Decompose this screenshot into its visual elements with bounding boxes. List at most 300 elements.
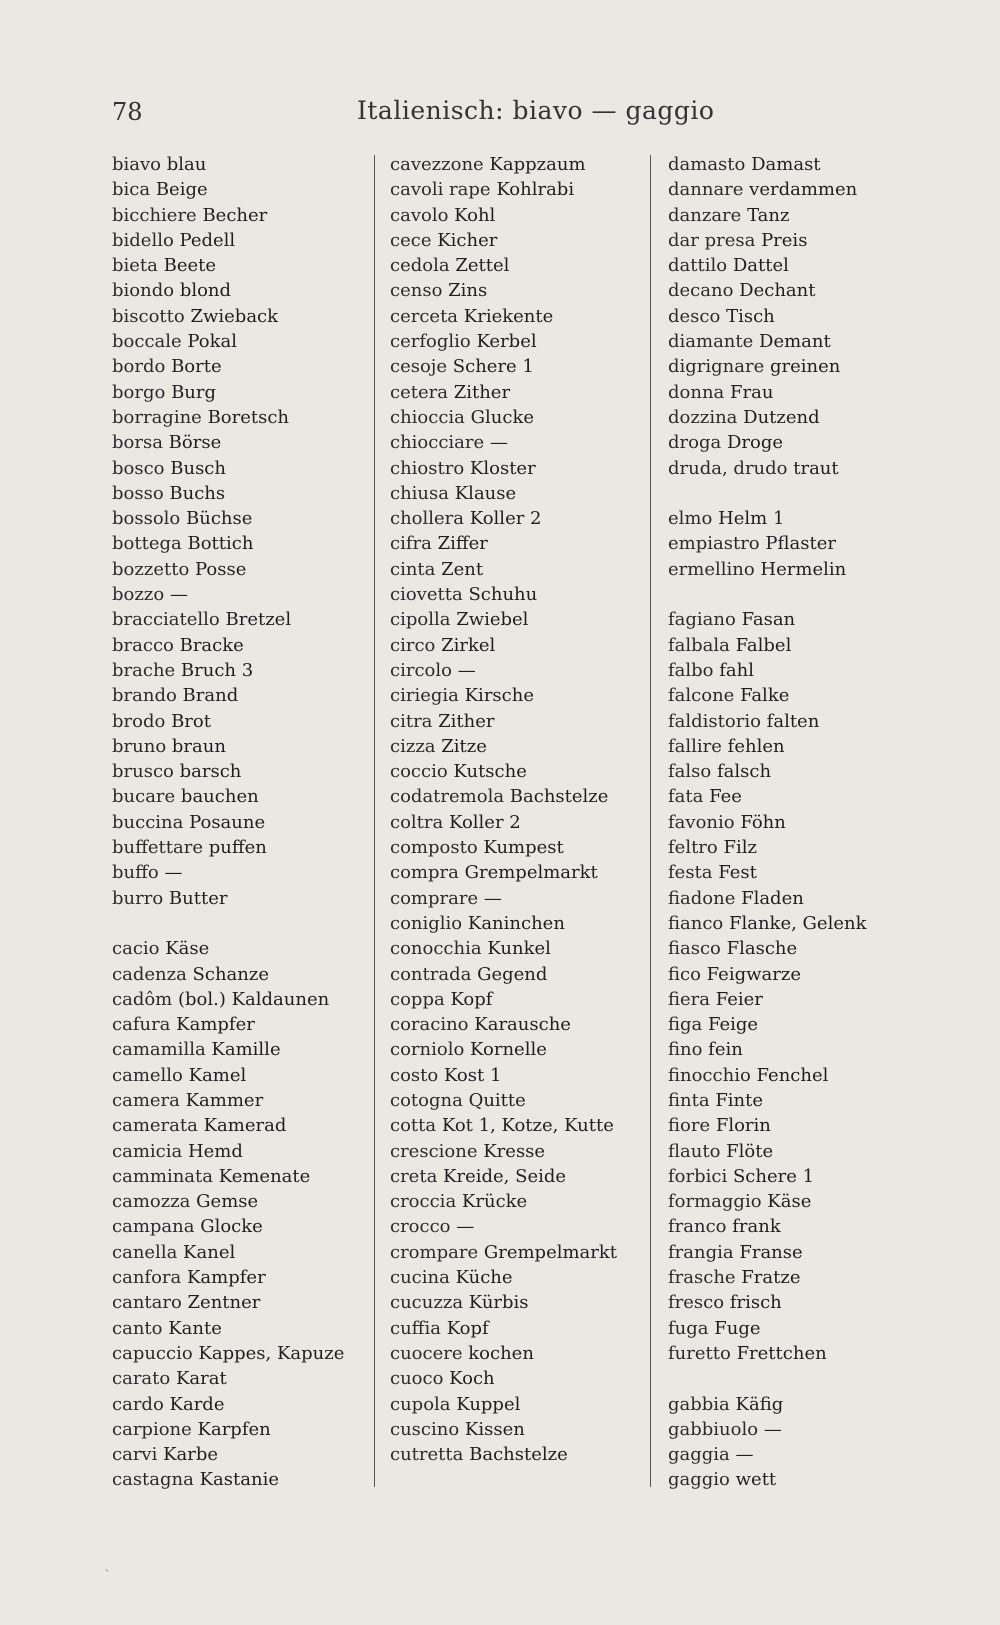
dictionary-entry xyxy=(112,405,362,430)
italian-headword: coltra xyxy=(390,811,444,833)
italian-headword: cafura xyxy=(112,1014,171,1036)
dictionary-entry xyxy=(390,354,640,379)
italian-headword: chiocciare xyxy=(390,432,485,454)
italian-headword: citra xyxy=(390,710,433,732)
italian-headword: cuocere xyxy=(390,1342,463,1364)
german-equivalent: Klause xyxy=(454,482,517,504)
dictionary-entry xyxy=(668,1012,968,1037)
italian-headword: gabbia xyxy=(668,1393,730,1415)
dictionary-entry xyxy=(112,1240,362,1265)
italian-headword: codatremola xyxy=(390,786,505,808)
dictionary-entry xyxy=(668,329,968,354)
italian-headword: druda, drudo xyxy=(668,457,788,479)
dictionary-entry xyxy=(390,278,640,303)
italian-headword: fresco xyxy=(668,1292,725,1314)
italian-headword: boccale xyxy=(112,331,182,353)
dictionary-entry xyxy=(112,1265,362,1290)
dictionary-entry xyxy=(668,784,968,809)
german-equivalent: falten xyxy=(766,710,820,732)
italian-headword: capuccio xyxy=(112,1342,193,1364)
german-equivalent: fehlen xyxy=(727,735,785,757)
italian-headword: festa xyxy=(668,862,713,884)
dictionary-entry xyxy=(390,456,640,481)
italian-headword: frasche xyxy=(668,1267,736,1289)
german-equivalent: (bol.) Kaldaunen xyxy=(177,988,330,1010)
italian-headword: cedola xyxy=(390,255,450,277)
german-equivalent: Kappes, Kapuze xyxy=(198,1342,345,1364)
dictionary-entry xyxy=(390,531,640,556)
italian-headword: fiasco xyxy=(668,938,721,960)
italian-headword: cizza xyxy=(390,735,436,757)
dictionary-entry xyxy=(112,253,362,278)
italian-headword: damasto xyxy=(668,154,746,175)
dictionary-entry xyxy=(112,633,362,658)
german-equivalent: Boretsch xyxy=(207,406,290,428)
italian-headword: cinta xyxy=(390,558,436,580)
dictionary-entry xyxy=(390,1392,640,1417)
italian-headword: camozza xyxy=(112,1191,191,1213)
dictionary-entry xyxy=(112,1417,362,1442)
dictionary-entry xyxy=(112,759,362,784)
dictionary-entry xyxy=(390,1316,640,1341)
dictionary-entry xyxy=(390,253,640,278)
german-equivalent: Fenchel xyxy=(756,1064,829,1086)
dictionary-entry xyxy=(390,860,640,885)
german-equivalent: frank xyxy=(732,1216,781,1238)
italian-headword: gaggia xyxy=(668,1444,730,1466)
dictionary-entry xyxy=(390,177,640,202)
dictionary-entry xyxy=(112,304,362,329)
running-title: Italienisch: biavo — gaggio xyxy=(357,96,715,125)
dictionary-entry xyxy=(112,987,362,1012)
german-equivalent: Karpfen xyxy=(197,1418,271,1440)
italian-headword: cifra xyxy=(390,533,432,555)
dictionary-entry xyxy=(390,911,640,936)
dictionary-entry xyxy=(112,936,362,961)
italian-headword: circo xyxy=(390,634,436,656)
dictionary-entry xyxy=(390,633,640,658)
german-equivalent: Kopf xyxy=(450,988,493,1010)
german-equivalent: Kresse xyxy=(483,1140,546,1162)
german-equivalent: Tisch xyxy=(726,305,775,327)
italian-headword: camamilla xyxy=(112,1039,206,1061)
dictionary-entry xyxy=(112,860,362,885)
dictionary-entry xyxy=(390,759,640,784)
italian-headword: camera xyxy=(112,1089,180,1111)
italian-headword: cece xyxy=(390,229,432,251)
dictionary-entry xyxy=(668,633,968,658)
italian-headword: burro xyxy=(112,887,164,909)
dictionary-entry xyxy=(112,835,362,860)
italian-headword: cardo xyxy=(112,1393,164,1415)
dictionary-entry xyxy=(390,835,640,860)
italian-headword: chiusa xyxy=(390,482,449,504)
italian-headword: faldistorio xyxy=(668,710,761,732)
italian-headword: carvi xyxy=(112,1444,158,1466)
german-equivalent: Zwieback xyxy=(190,305,279,327)
italian-headword: bidello xyxy=(112,229,174,251)
german-equivalent: Becher xyxy=(202,204,268,226)
italian-headword: buccina xyxy=(112,811,184,833)
column-rule-2 xyxy=(650,155,651,1487)
german-equivalent: Kamerad xyxy=(203,1115,287,1137)
italian-headword: coccio xyxy=(390,761,448,783)
german-equivalent: — xyxy=(489,432,508,454)
italian-headword: dannare xyxy=(668,179,744,201)
german-equivalent: Kost 1 xyxy=(443,1064,502,1086)
italian-headword: bozzo xyxy=(112,584,165,606)
german-equivalent: fahl xyxy=(719,659,754,681)
dictionary-entry xyxy=(668,987,968,1012)
page-header xyxy=(0,92,1000,132)
dictionary-entry xyxy=(668,1442,968,1467)
italian-headword: campana xyxy=(112,1216,195,1238)
italian-headword: borragine xyxy=(112,406,202,428)
german-equivalent: — xyxy=(164,862,183,884)
italian-headword: cutretta xyxy=(390,1444,464,1466)
italian-headword: falso xyxy=(668,761,712,783)
entry-column-1 xyxy=(112,152,362,1493)
german-equivalent: Flasche xyxy=(726,938,798,960)
italian-headword: cerceta xyxy=(390,305,459,327)
dictionary-entry xyxy=(668,1341,968,1366)
dictionary-entry xyxy=(390,152,640,177)
german-equivalent: Kopf xyxy=(446,1317,489,1339)
german-equivalent: Kürbis xyxy=(468,1292,529,1314)
german-equivalent: Feigwarze xyxy=(706,963,801,985)
italian-headword: cotta xyxy=(390,1115,437,1137)
italian-headword: fico xyxy=(668,963,701,985)
dictionary-entry xyxy=(668,1139,968,1164)
italian-headword: bosco xyxy=(112,457,165,479)
italian-headword: chiostro xyxy=(390,457,465,479)
dictionary-entry xyxy=(390,1240,640,1265)
german-equivalent: Koller 2 xyxy=(469,508,542,530)
dictionary-entry xyxy=(112,1189,362,1214)
italian-headword: fino xyxy=(668,1039,703,1061)
italian-headword: compra xyxy=(390,862,459,884)
german-equivalent: Zither xyxy=(438,710,495,732)
italian-headword: feltro xyxy=(668,837,718,859)
dictionary-entry xyxy=(390,582,640,607)
german-equivalent: braun xyxy=(171,735,226,757)
dictionary-entry xyxy=(390,203,640,228)
italian-headword: fiera xyxy=(668,988,710,1010)
dictionary-entry xyxy=(390,304,640,329)
italian-headword: brache xyxy=(112,659,176,681)
dictionary-entry xyxy=(668,1392,968,1417)
dictionary-entry xyxy=(112,1290,362,1315)
italian-headword: cotogna xyxy=(390,1089,463,1111)
dictionary-entry xyxy=(668,430,968,455)
dictionary-entry xyxy=(390,1417,640,1442)
german-equivalent: Kappzaum xyxy=(489,154,586,175)
german-equivalent: Schere 1 xyxy=(732,1165,815,1187)
entry-gap xyxy=(668,1366,968,1391)
dictionary-entry xyxy=(390,1164,640,1189)
german-equivalent: Karat xyxy=(175,1368,227,1390)
dictionary-entry xyxy=(668,810,968,835)
italian-headword: croccia xyxy=(390,1191,457,1213)
italian-headword: digrignare xyxy=(668,356,765,378)
german-equivalent: fein xyxy=(708,1039,743,1061)
dictionary-entry xyxy=(112,886,362,911)
german-equivalent: Fasan xyxy=(741,609,796,631)
german-equivalent: Zither xyxy=(453,381,511,403)
italian-headword: canfora xyxy=(112,1267,182,1289)
italian-headword: forbici xyxy=(668,1165,728,1187)
german-equivalent: Bachstelze xyxy=(469,1444,568,1466)
dictionary-entry xyxy=(112,278,362,303)
german-equivalent: Kutsche xyxy=(453,761,527,783)
dictionary-entry xyxy=(112,1366,362,1391)
italian-headword: cavoli rape xyxy=(390,179,491,201)
dictionary-entry xyxy=(112,962,362,987)
italian-headword: fuga xyxy=(668,1317,709,1339)
italian-headword: biondo xyxy=(112,280,175,302)
italian-headword: coppa xyxy=(390,988,445,1010)
german-equivalent: Föhn xyxy=(740,811,786,833)
german-equivalent: Kreide, Seide xyxy=(443,1165,567,1187)
german-equivalent: Koller 2 xyxy=(448,811,521,833)
italian-headword: desco xyxy=(668,305,721,327)
german-equivalent: Dattel xyxy=(732,255,789,277)
dictionary-entry xyxy=(112,152,362,177)
german-equivalent: Glucke xyxy=(470,406,535,428)
italian-headword: ciovetta xyxy=(390,584,463,606)
german-equivalent: — xyxy=(169,584,188,606)
dictionary-entry xyxy=(668,1037,968,1062)
italian-headword: favonio xyxy=(668,811,735,833)
dictionary-entry xyxy=(112,380,362,405)
german-equivalent: Fuge xyxy=(714,1317,761,1339)
dictionary-entry xyxy=(390,1290,640,1315)
german-equivalent: Kampfer xyxy=(186,1267,266,1289)
italian-headword: borgo xyxy=(112,381,166,403)
italian-headword: diamante xyxy=(668,331,754,353)
dictionary-entry xyxy=(668,759,968,784)
italian-headword: buffo xyxy=(112,862,159,884)
italian-headword: fiore xyxy=(668,1115,711,1137)
italian-headword: castagna xyxy=(112,1469,194,1491)
german-equivalent: Droge xyxy=(726,432,784,454)
german-equivalent: Käse xyxy=(165,938,210,960)
italian-headword: chioccia xyxy=(390,406,465,428)
dictionary-entry xyxy=(668,886,968,911)
german-equivalent: Buchs xyxy=(169,482,226,504)
german-equivalent: Feier xyxy=(715,988,763,1010)
italian-headword: camminata xyxy=(112,1165,213,1187)
dictionary-entry xyxy=(112,734,362,759)
dictionary-entry xyxy=(668,1240,968,1265)
italian-headword: fata xyxy=(668,786,704,808)
italian-headword: fianco xyxy=(668,912,724,934)
italian-headword: falbala xyxy=(668,634,730,656)
german-equivalent: Pokal xyxy=(187,331,238,353)
dictionary-entry xyxy=(112,683,362,708)
italian-headword: chollera xyxy=(390,508,465,530)
dictionary-entry xyxy=(112,329,362,354)
dictionary-entry xyxy=(668,1088,968,1113)
german-equivalent: Käse xyxy=(767,1191,812,1213)
german-equivalent: Quitte xyxy=(468,1089,526,1111)
german-equivalent: Kamille xyxy=(211,1039,281,1061)
german-equivalent: Krücke xyxy=(461,1191,528,1213)
dictionary-entry xyxy=(390,1139,640,1164)
dictionary-entry xyxy=(390,1113,640,1138)
italian-headword: cacio xyxy=(112,938,160,960)
italian-headword: cucina xyxy=(390,1267,450,1289)
dictionary-entry xyxy=(390,1366,640,1391)
german-equivalent: Kammer xyxy=(185,1089,264,1111)
german-equivalent: puffen xyxy=(208,837,267,859)
german-equivalent: blau xyxy=(166,154,207,175)
german-equivalent: falsch xyxy=(716,761,772,783)
italian-headword: bracco xyxy=(112,634,174,656)
dictionary-entry xyxy=(390,380,640,405)
dictionary-entry xyxy=(390,683,640,708)
german-equivalent: Fladen xyxy=(741,887,804,909)
page-number: 78 xyxy=(112,98,143,126)
german-equivalent: Kante xyxy=(168,1317,222,1339)
dictionary-entry xyxy=(668,177,968,202)
german-equivalent: Kohlrabi xyxy=(496,179,575,201)
dictionary-entry xyxy=(112,1442,362,1467)
german-equivalent: Bachstelze xyxy=(509,786,609,808)
italian-headword: canto xyxy=(112,1317,163,1339)
italian-headword: bica xyxy=(112,179,151,201)
italian-headword: cadenza xyxy=(112,963,187,985)
german-equivalent: — xyxy=(735,1444,754,1466)
dictionary-entry xyxy=(112,582,362,607)
dictionary-entry xyxy=(390,886,640,911)
italian-headword: comprare xyxy=(390,887,479,909)
dictionary-entry xyxy=(668,531,968,556)
dictionary-entry xyxy=(390,329,640,354)
dictionary-entry xyxy=(112,1341,362,1366)
german-equivalent: Grempelmarkt xyxy=(483,1241,618,1263)
italian-headword: biscotto xyxy=(112,305,185,327)
dictionary-entry xyxy=(668,1265,968,1290)
german-equivalent: Koch xyxy=(449,1368,495,1390)
german-equivalent: greinen xyxy=(770,356,841,378)
dictionary-entry xyxy=(112,658,362,683)
italian-headword: ermellino xyxy=(668,558,755,580)
italian-headword: carato xyxy=(112,1368,171,1390)
entry-gap xyxy=(668,582,968,607)
italian-headword: formaggio xyxy=(668,1191,762,1213)
german-equivalent: Hermelin xyxy=(760,558,847,580)
dictionary-entry xyxy=(112,557,362,582)
german-equivalent: Kastanie xyxy=(199,1469,279,1491)
column-rule-1 xyxy=(374,155,375,1487)
dictionary-entry xyxy=(112,456,362,481)
dictionary-entry xyxy=(390,430,640,455)
italian-headword: gabbiuolo xyxy=(668,1418,759,1440)
italian-headword: brando xyxy=(112,685,177,707)
german-equivalent: Käfig xyxy=(735,1393,784,1415)
italian-headword: bordo xyxy=(112,356,166,378)
dictionary-entry xyxy=(668,152,968,177)
german-equivalent: Grempelmarkt xyxy=(464,862,598,884)
italian-headword: bottega xyxy=(112,533,182,555)
italian-headword: bieta xyxy=(112,255,158,277)
italian-headword: circolo xyxy=(390,659,452,681)
dictionary-entry xyxy=(112,506,362,531)
italian-headword: bruno xyxy=(112,735,167,757)
german-equivalent: Borte xyxy=(171,356,222,378)
german-equivalent: Büchse xyxy=(186,508,253,530)
entry-gap xyxy=(112,911,362,936)
german-equivalent: Kissen xyxy=(464,1418,525,1440)
dictionary-entry xyxy=(390,1037,640,1062)
dictionary-entry xyxy=(668,1189,968,1214)
dictionary-entry xyxy=(112,1467,362,1492)
german-equivalent: bauchen xyxy=(180,786,259,808)
italian-headword: frangia xyxy=(668,1241,734,1263)
italian-headword: flauto xyxy=(668,1140,721,1162)
german-equivalent: Tanz xyxy=(747,204,790,226)
dictionary-entry xyxy=(390,1341,640,1366)
german-equivalent: Zentner xyxy=(187,1292,261,1314)
german-equivalent: Kriekente xyxy=(463,305,554,327)
dictionary-entry xyxy=(390,1088,640,1113)
dictionary-entry xyxy=(668,253,968,278)
dictionary-entry xyxy=(390,1063,640,1088)
german-equivalent: kochen xyxy=(468,1342,534,1364)
german-equivalent: blond xyxy=(179,280,232,302)
german-equivalent: barsch xyxy=(179,761,242,783)
dictionary-entry xyxy=(668,911,968,936)
dictionary-entry xyxy=(668,1467,968,1492)
german-equivalent: Frettchen xyxy=(736,1342,827,1364)
dictionary-entry xyxy=(390,709,640,734)
italian-headword: cerfoglio xyxy=(390,331,471,353)
dictionary-entry xyxy=(390,1214,640,1239)
italian-headword: fagiano xyxy=(668,609,736,631)
italian-headword: donna xyxy=(668,381,725,403)
german-equivalent: Frau xyxy=(730,381,774,403)
german-equivalent: Kicher xyxy=(437,229,498,251)
german-equivalent: Küche xyxy=(455,1267,513,1289)
german-equivalent: traut xyxy=(793,457,839,479)
german-equivalent: Filz xyxy=(723,837,757,859)
german-equivalent: — xyxy=(456,1216,475,1238)
italian-headword: dozzina xyxy=(668,406,738,428)
italian-headword: franco xyxy=(668,1216,727,1238)
dictionary-entry xyxy=(390,607,640,632)
italian-headword: borsa xyxy=(112,432,163,454)
german-equivalent: Pflaster xyxy=(765,533,836,555)
dictionary-entry xyxy=(668,304,968,329)
dictionary-entry xyxy=(668,734,968,759)
german-equivalent: Hemd xyxy=(187,1140,243,1162)
dictionary-entry xyxy=(668,1316,968,1341)
italian-headword: corniolo xyxy=(390,1039,465,1061)
italian-headword: bossolo xyxy=(112,508,181,530)
italian-headword: dar presa xyxy=(668,229,756,251)
german-equivalent: Franse xyxy=(739,1241,803,1263)
german-equivalent: wett xyxy=(735,1469,777,1491)
italian-headword: bracciatello xyxy=(112,609,220,631)
dictionary-entry xyxy=(668,1113,968,1138)
german-equivalent: Glocke xyxy=(200,1216,263,1238)
dictionary-entry xyxy=(112,1088,362,1113)
italian-headword: cupola xyxy=(390,1393,451,1415)
dictionary-entry xyxy=(112,1139,362,1164)
german-equivalent: Zettel xyxy=(455,255,510,277)
german-equivalent: — xyxy=(483,887,502,909)
